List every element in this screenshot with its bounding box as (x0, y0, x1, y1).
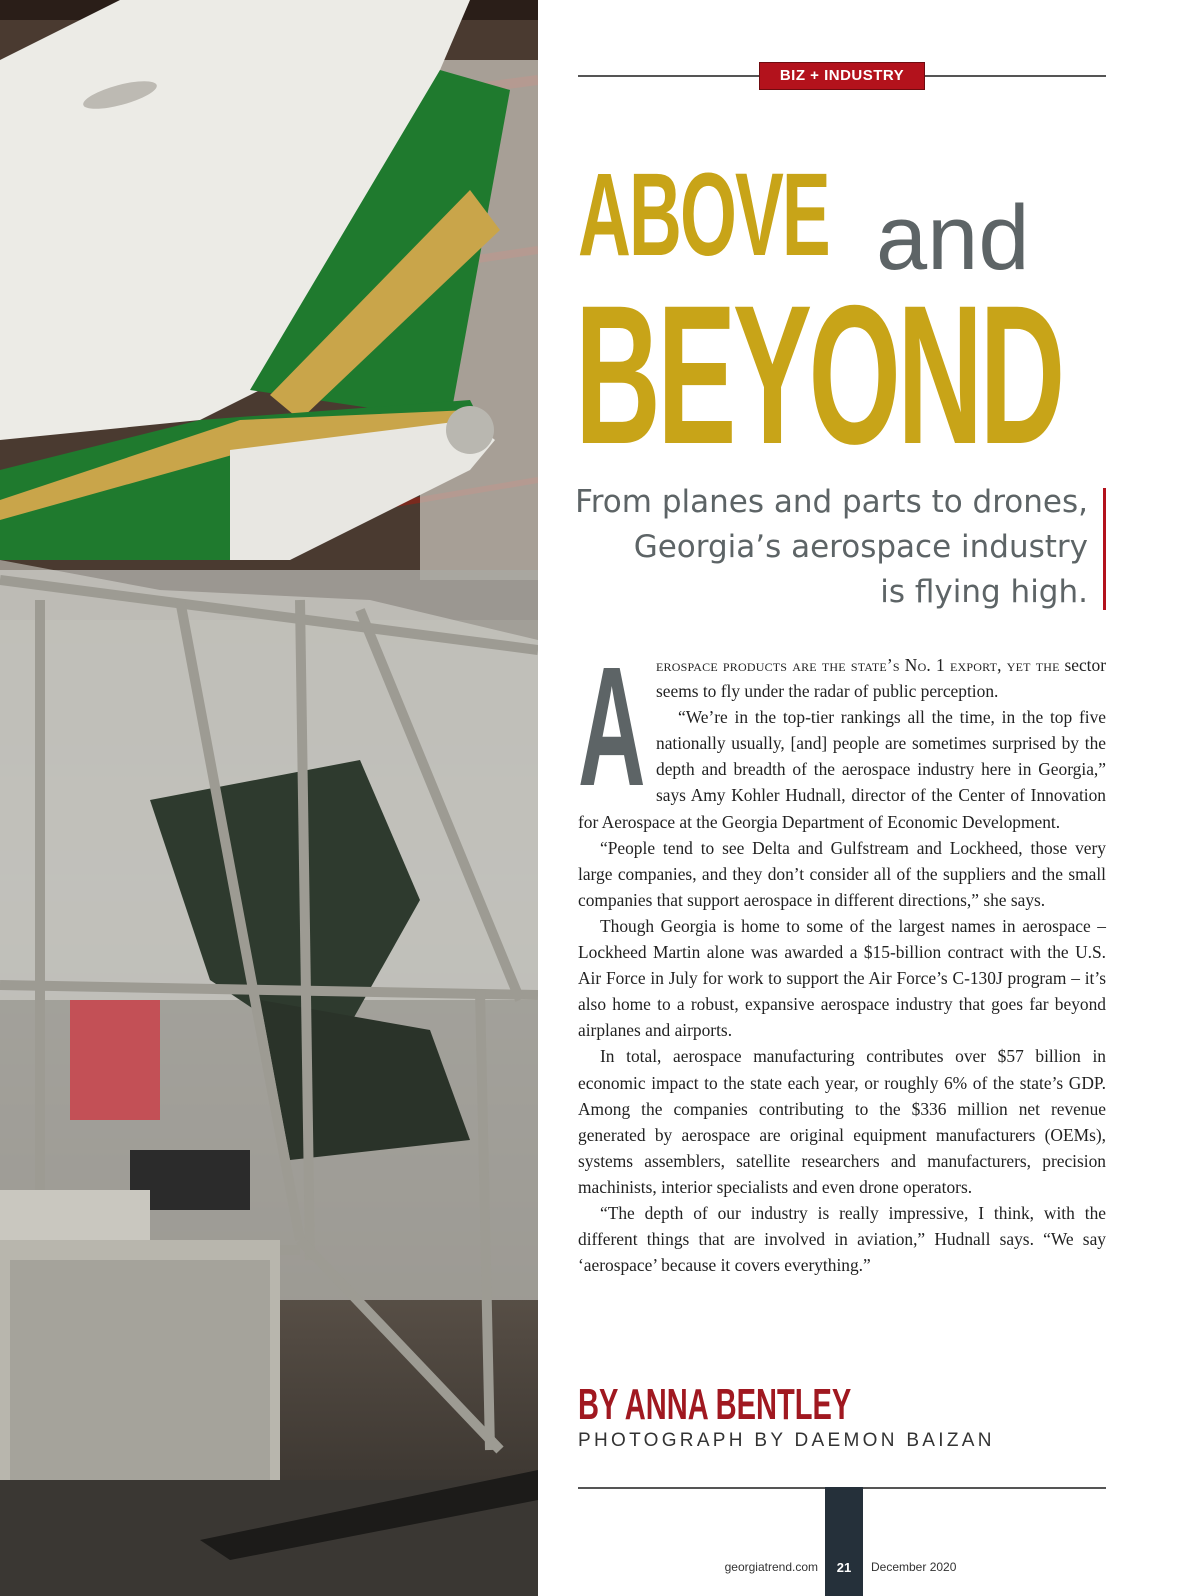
headline-and: and (876, 187, 1030, 289)
hangar-photograph (0, 0, 538, 1596)
page-number: 21 (825, 1487, 863, 1596)
drop-cap-letter: A (578, 632, 646, 822)
article-paragraph: “The depth of our industry is really impressive, I think, with the different things that are involved in aviation,” Hudnall says. “We say ‘aerospace’ because it covers everything.” (578, 1202, 1106, 1276)
article-paragraph (578, 652, 1106, 704)
deck-accent-bar (1103, 488, 1106, 610)
photo-credit: PHOTOGRAPH BY DAEMON BAIZAN (578, 1430, 995, 1451)
article-paragraph: “People tend to see Delta and Gulfstream and Lockheed, those very large companies, and they don’t consider all of the suppliers and the small companies that support aerospace in different directions,” she says. (578, 837, 1106, 910)
headline-beyond: BEYOND (575, 264, 1062, 485)
deck-line: is flying high. (880, 574, 1088, 610)
article-paragraph: In total, aerospace manufacturing contributes over $57 billion in economic impact to the state each year, or roughly 6% of the state’s GDP. Among the companies contributing to the $336 million net revenue generated by aerospace are original equipment manufacturers (OEMs), systems assemblers, satellite researchers and manufacturers, precision machinists, interior specialists and even drone operators. (578, 1046, 1106, 1197)
drop-cap (578, 632, 646, 822)
byline: BY ANNA BENTLEY (578, 1380, 852, 1429)
article-paragraph: “We’re in the top-tier rankings all the time, in the top five nationally usually, [and] people are sometimes surprised by the depth and breadth of the aerospace industry here in Georgia,” says Amy Kohler Hudnall, director of the Center of Innovation for Aerospace at the Georgia Department of Economic Development. (578, 707, 1106, 832)
lead-in-rest: sector seems to fly under the radar of public perception. (656, 655, 1106, 702)
deck-line: From planes and parts to drones, (575, 484, 1088, 520)
headline-above: ABOVE (578, 149, 829, 281)
section-tag: BIZ + INDUSTRY (759, 62, 925, 90)
section-rule-right (925, 75, 1106, 77)
lead-in: erospace products are the state’s No. 1 export, yet the (656, 655, 1060, 675)
article-paragraph: Though Georgia is home to some of the largest names in aerospace – Lockheed Martin alone was awarded a $15-billion contract with the U.S. Air Force in July for work to support the Air Force’s C-130J program – it’s also home to a robust, expansive aerospace industry that goes far beyond airplanes and airports. (578, 915, 1106, 1041)
footer-url[interactable]: georgiatrend.com (724, 1560, 818, 1574)
deck (548, 480, 1088, 615)
deck-line: Georgia’s aerospace industry (633, 529, 1088, 565)
issue-date: December 2020 (871, 1560, 957, 1574)
section-rule-left (578, 75, 759, 77)
article-body (578, 632, 1106, 1278)
